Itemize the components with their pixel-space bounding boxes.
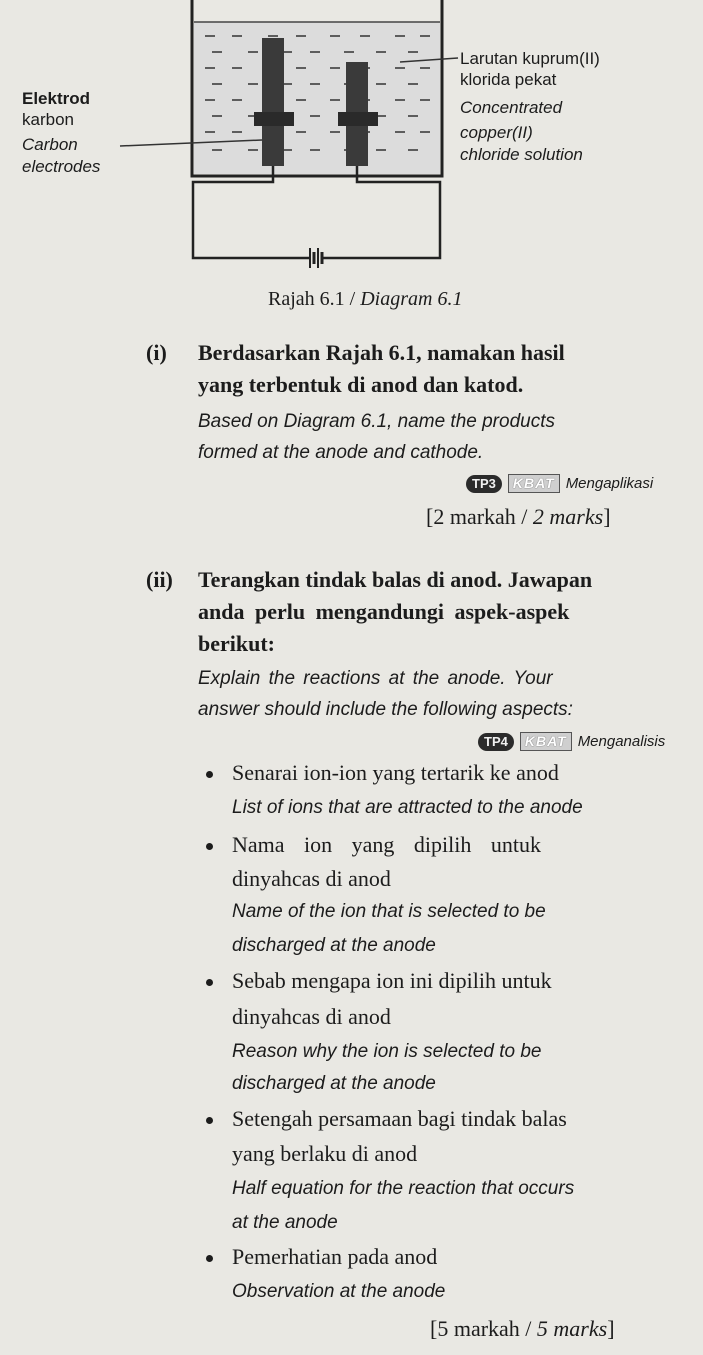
skill-label: Mengaplikasi: [565, 475, 654, 492]
q2-en-line1: Explain the reactions at the anode. Your: [198, 668, 553, 689]
bullet-4-english-line1: Half equation for the reaction that occurs: [232, 1178, 575, 1199]
bullet-4-malay-line1: Setengah persamaan bagi tindak balas: [232, 1106, 567, 1131]
bullet-2-english-line2: discharged at the anode: [232, 935, 436, 956]
tp-badge: TP4: [478, 733, 514, 751]
bullet-2-malay-line2: dinyahcas di anod: [232, 866, 391, 891]
bullet-1-english: List of ions that are attracted to the anode: [232, 797, 583, 818]
marks-close: ]: [603, 504, 611, 529]
label-copper: copper(II): [460, 123, 533, 142]
kbat-badge: KBAT: [508, 474, 560, 493]
marks-malay: [2 markah /: [426, 504, 533, 529]
bullet-3-english-line2: discharged at the anode: [232, 1073, 436, 1094]
bullet-3-malay-line1: Sebab mengapa ion ini dipilih untuk: [232, 968, 552, 993]
electrolysis-diagram: [0, 0, 703, 320]
label-electrodes: electrodes: [22, 157, 101, 176]
label-klorida: klorida pekat: [460, 70, 557, 89]
bullet-3-english-line1: Reason why the ion is selected to be: [232, 1041, 542, 1062]
bullet-marker: [206, 771, 213, 778]
marks-english: 5 marks: [536, 1316, 608, 1341]
bullet-5-malay: Pemerhatian pada anod: [232, 1244, 438, 1269]
q2-line2: anda perlu mengandungi aspek-aspek: [198, 599, 570, 624]
label-elektrod: Elektrod: [22, 89, 91, 108]
bullet-2-malay-line1: Nama ion yang dipilih untuk: [232, 832, 541, 857]
electrolyte-solution: [194, 22, 440, 174]
battery-icon: [310, 248, 322, 268]
q2-marks: [430, 1316, 615, 1342]
label-chloride: chloride solution: [460, 145, 583, 164]
q1-en-line2: formed at the anode and cathode.: [198, 442, 484, 463]
q2-en-line2: answer should include the following aspects:: [198, 699, 573, 720]
left-carbon-electrode: [262, 38, 284, 166]
marks-english: 2 marks: [532, 504, 604, 529]
q2-line1: Terangkan tindak balas di anod. Jawapan: [198, 567, 593, 592]
bullet-marker: [206, 979, 213, 986]
q2-skill-badges: [478, 732, 665, 751]
label-carbon: Carbon: [22, 135, 78, 154]
skill-label: Menganalisis: [577, 733, 666, 750]
label-larutan: Larutan kuprum(II): [460, 49, 600, 68]
label-karbon: karbon: [22, 110, 74, 129]
bullet-5-english: Observation at the anode: [232, 1281, 446, 1302]
caption-malay: Rajah 6.1 /: [268, 288, 361, 310]
bullet-4-english-line2: at the anode: [232, 1212, 338, 1233]
tp-badge: TP3: [466, 475, 502, 493]
bullet-marker: [206, 843, 213, 850]
q1-line2: yang terbentuk di anod dan katod.: [198, 372, 524, 397]
q1-skill-badges: [466, 474, 653, 493]
question-number-ii: (ii): [146, 567, 173, 592]
bullet-1-malay: Senarai ion-ion yang tertarik ke anod: [232, 760, 559, 785]
bullet-3-malay-line2: dinyahcas di anod: [232, 1004, 391, 1029]
label-concentrated: Concentrated: [460, 98, 563, 117]
marks-malay: [5 markah /: [430, 1316, 537, 1341]
electrolysis-apparatus-drawing: [0, 0, 703, 300]
caption-english: Diagram 6.1: [360, 288, 463, 310]
marks-close: ]: [607, 1316, 615, 1341]
bullet-marker: [206, 1117, 213, 1124]
diagram-caption: [268, 288, 462, 311]
bullet-2-english-line1: Name of the ion that is selected to be: [232, 901, 546, 922]
q1-en-line1: Based on Diagram 6.1, name the products: [198, 411, 555, 432]
kbat-badge: KBAT: [520, 732, 572, 751]
question-number-i: (i): [146, 340, 167, 365]
circuit-wires: [193, 166, 440, 258]
q1-marks: [426, 504, 611, 530]
bullet-4-malay-line2: yang berlaku di anod: [232, 1141, 418, 1166]
q2-line3: berikut:: [198, 631, 275, 656]
bullet-marker: [206, 1255, 213, 1262]
q1-line1: Berdasarkan Rajah 6.1, namakan hasil: [198, 340, 565, 365]
